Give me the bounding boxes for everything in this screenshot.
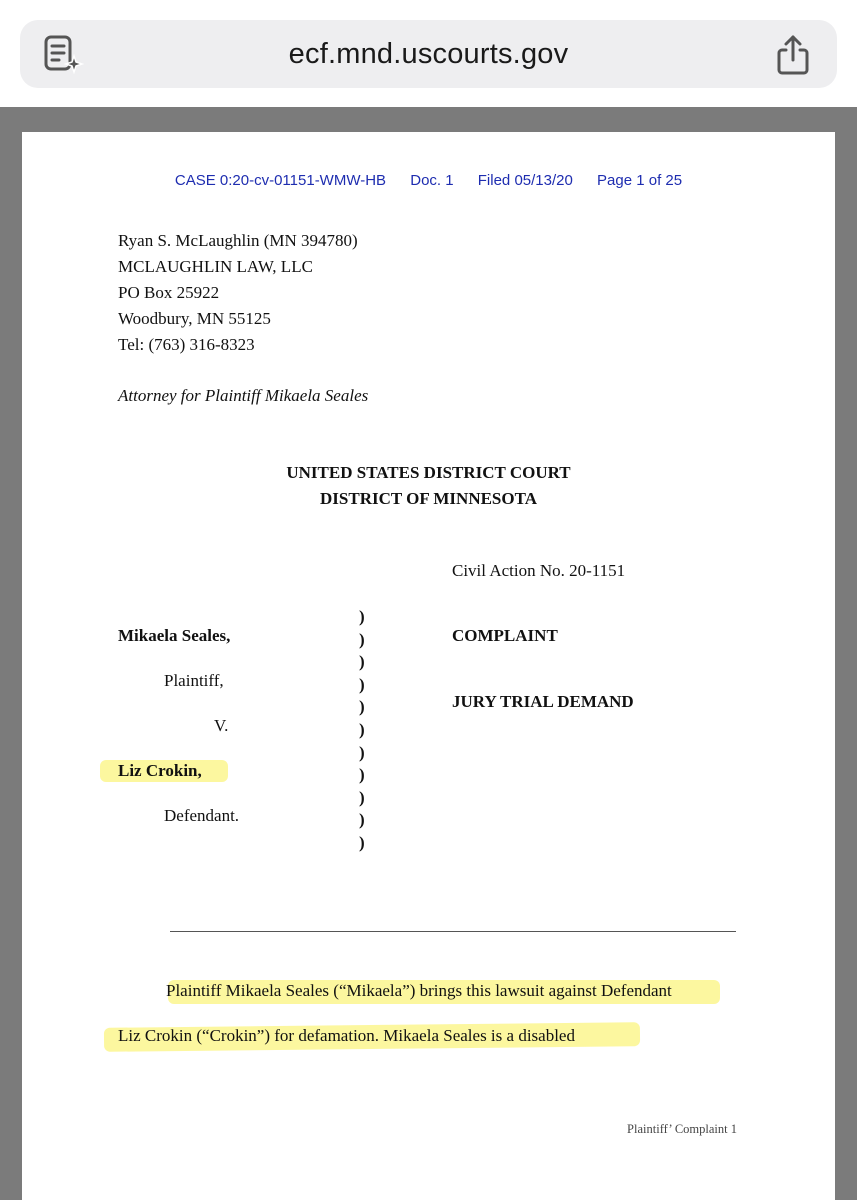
attorney-phone: Tel: (763) 316-8323 <box>118 335 255 354</box>
pdf-viewer[interactable] <box>0 107 857 1200</box>
complaint-body-line2: Liz Crokin (“Crokin”) for defamation. Mikaela Seales is a disabled <box>118 1026 575 1045</box>
civil-action-number: Civil Action No. 20-1151 <box>452 561 626 580</box>
complaint-body-line1: Plaintiff Mikaela Seales (“Mikaela”) brings this lawsuit against Defendant <box>166 981 672 1000</box>
attorney-city: Woodbury, MN 55125 <box>118 309 271 328</box>
plaintiff-name: Mikaela Seales, <box>118 626 231 645</box>
versus-label: V. <box>214 716 229 735</box>
complaint-title: COMPLAINT <box>452 626 558 645</box>
filed-date: Filed 05/13/20 <box>477 172 573 189</box>
divider-line <box>170 931 736 932</box>
share-icon[interactable] <box>775 34 811 76</box>
attorney-name: Ryan S. McLaughlin (MN 394780) <box>118 231 358 250</box>
doc-number: Doc. 1 <box>410 172 454 189</box>
case-number: CASE 0:20-cv-01151-WMW-HB <box>174 172 387 189</box>
defendant-name: Liz Crokin, <box>118 761 202 780</box>
filing-header <box>22 172 835 189</box>
attorney-firm: MCLAUGHLIN LAW, LLC <box>118 257 313 276</box>
court-district: DISTRICT OF MINNESOTA <box>320 489 537 508</box>
attorney-po-box: PO Box 25922 <box>118 283 220 302</box>
page-count: Page 1 of 25 <box>597 172 683 189</box>
document-page <box>22 132 835 1200</box>
address-bar[interactable] <box>20 20 837 88</box>
url-text[interactable]: ecf.mnd.uscourts.gov <box>288 38 569 70</box>
page-footer: Plaintiff’ Complaint 1 <box>627 1122 737 1136</box>
defendant-label: Defendant. <box>164 806 240 825</box>
court-name: UNITED STATES DISTRICT COURT <box>286 463 571 482</box>
plaintiff-label: Plaintiff, <box>164 671 224 690</box>
browser-top-bar <box>0 0 857 107</box>
attorney-role: Attorney for Plaintiff Mikaela Seales <box>118 386 369 405</box>
caption-parentheses: ) ) ) ) ) ) ) ) ) ) ) <box>359 607 365 852</box>
jury-demand: JURY TRIAL DEMAND <box>452 692 634 711</box>
